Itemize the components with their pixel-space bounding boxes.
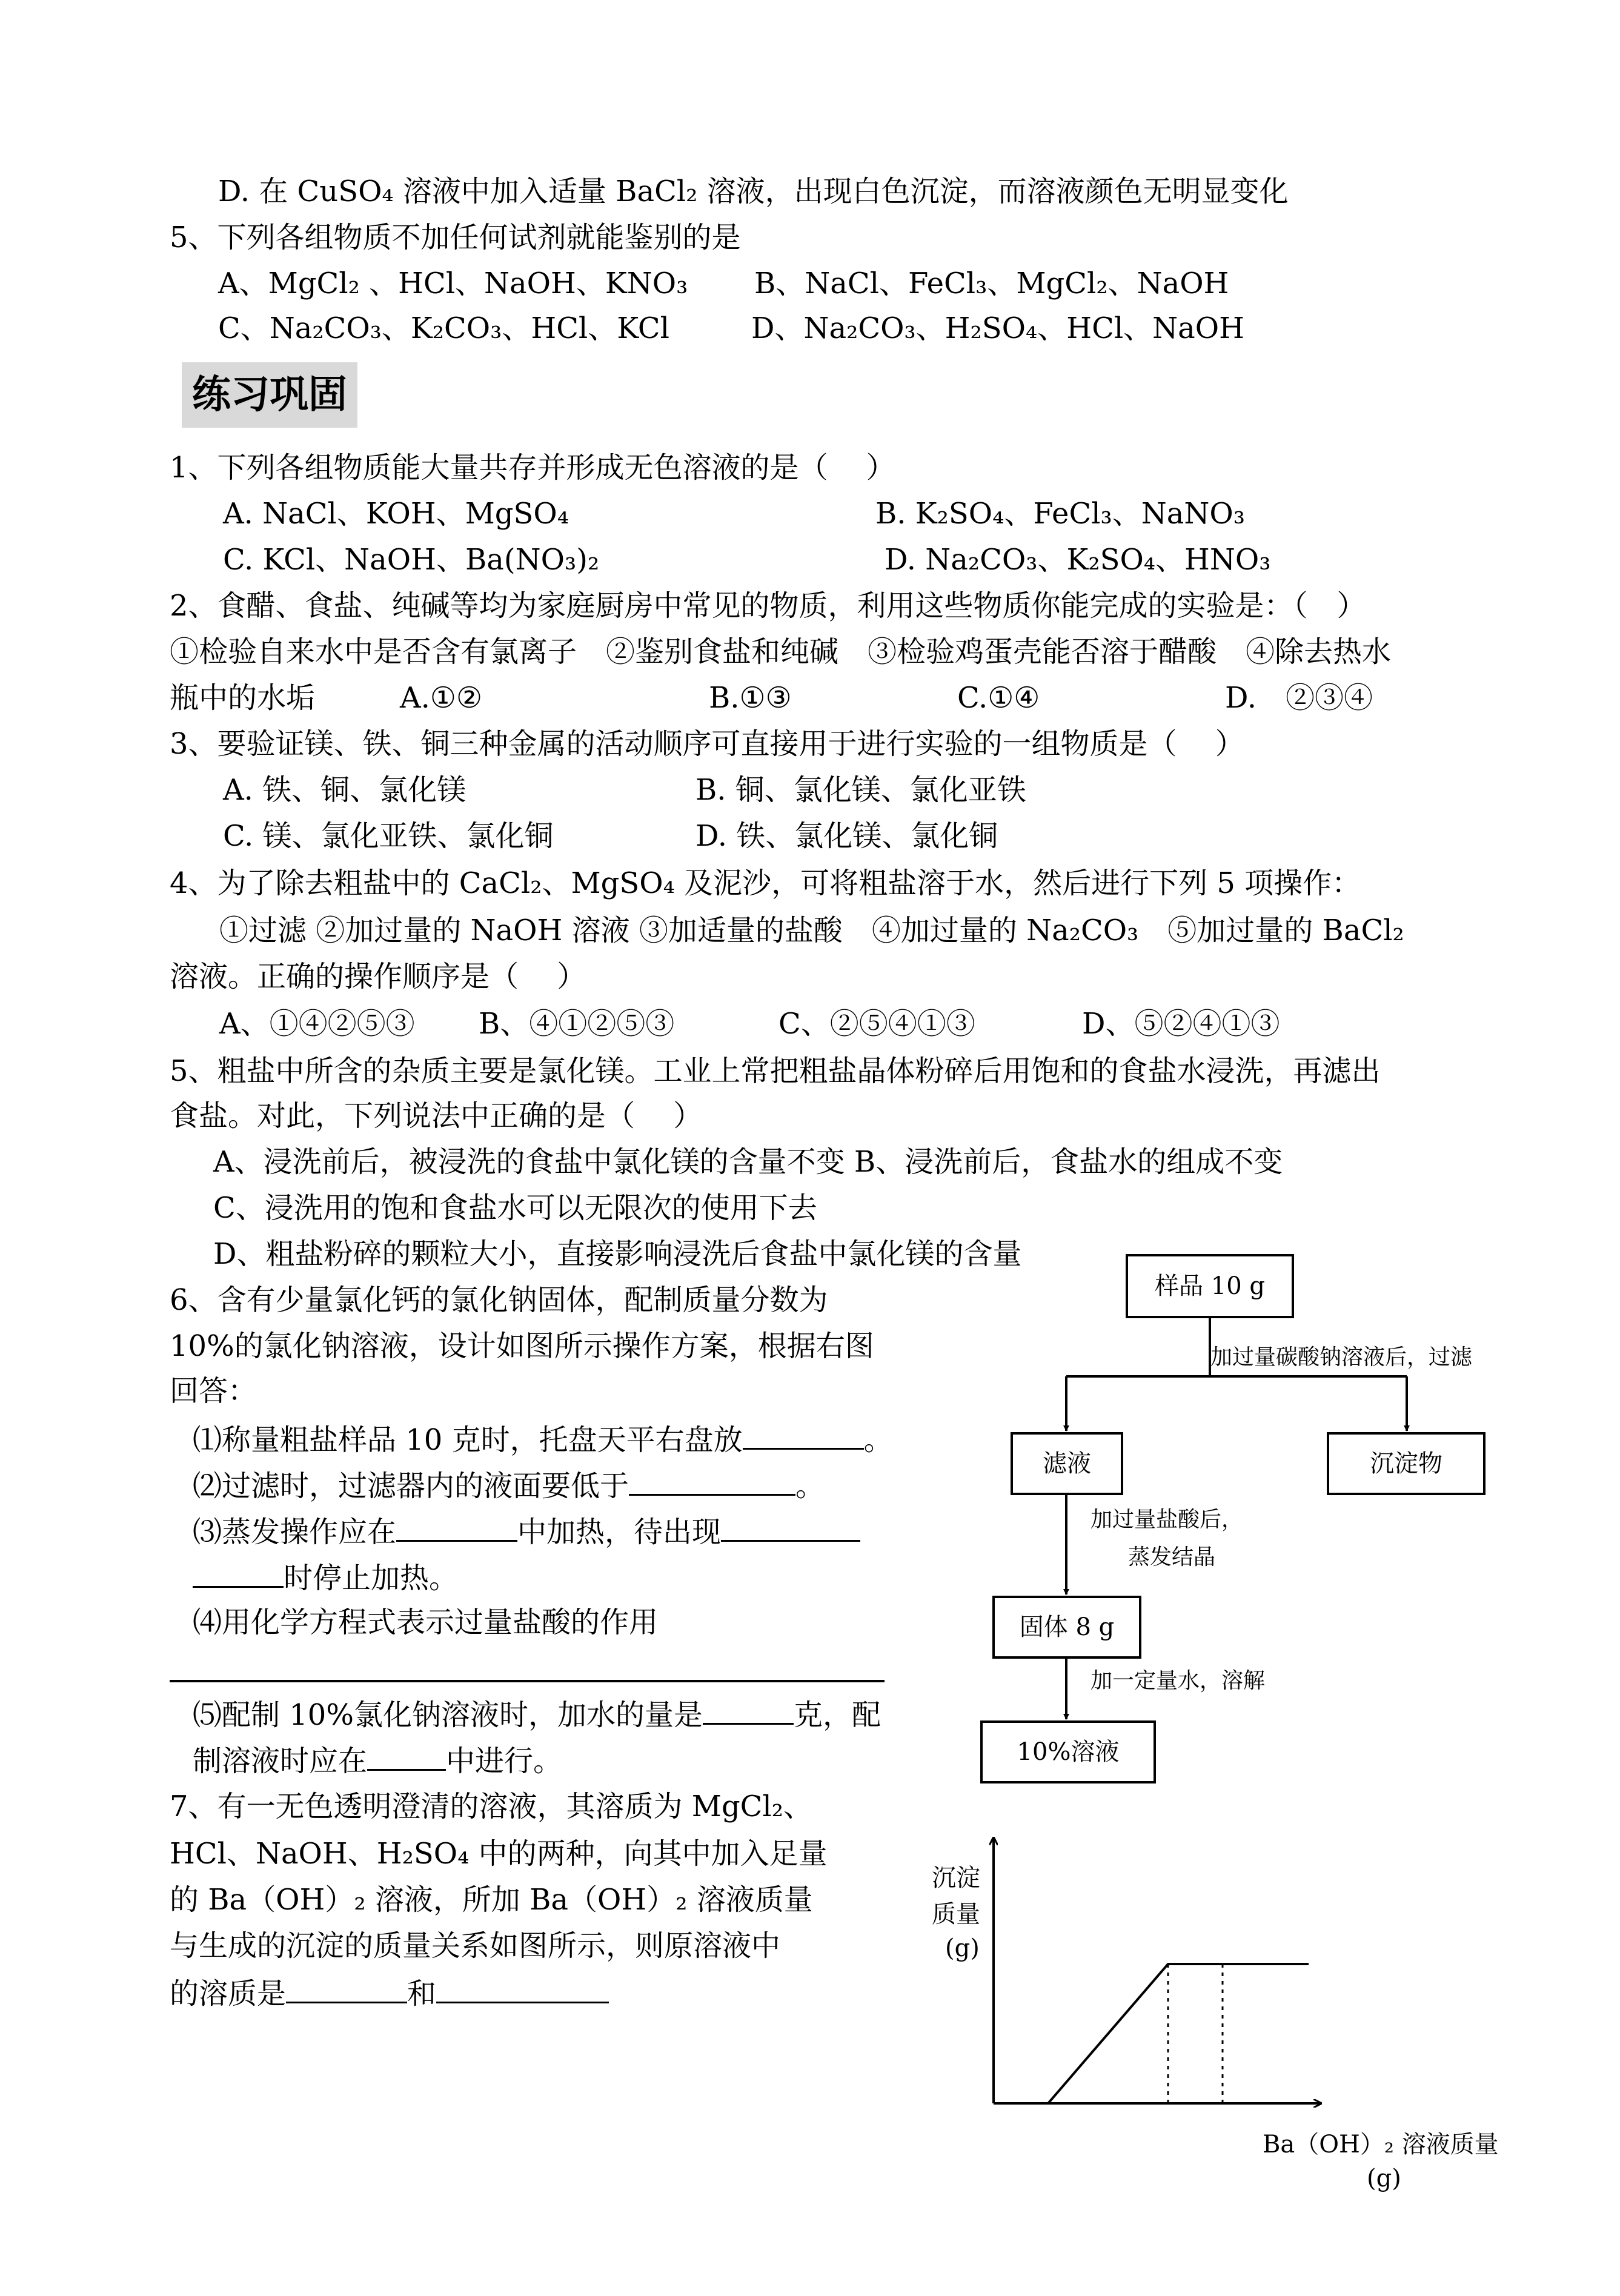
flow-box-precipitate: 沉淀物 [1327,1432,1486,1495]
q6-line1: 6、含有少量氯化钙的氯化钠固体，配制质量分数为 [170,1283,828,1317]
q7-line3: 的 Ba（OH）₂ 溶液，所加 Ba（OH）₂ 溶液质量 [170,1883,813,1917]
q2-option-c: C.①④ [957,681,1040,715]
q2-line3: 瓶中的水垢 [170,681,316,715]
q7-line4: 与生成的沉淀的质量关系如图所示，则原溶液中 [170,1929,781,1963]
q6-part6: 制溶液时应在 中进行。 [193,1741,562,1779]
flow-step2-label-line2: 蒸发结晶 [1128,1545,1216,1570]
graph-xlabel: Ba（OH）₂ 溶液质量 [1263,2131,1499,2158]
q2-line2: ①检验自来水中是否含有氯离子 ②鉴别食盐和纯碱 ③检验鸡蛋壳能否溶于醋酸 ④除去热水 [170,635,1392,669]
q3-stem: 3、要验证镁、铁、铜三种金属的活动顺序可直接用于进行实验的一组物质是（ ） [170,727,1244,761]
q4-option-b: B、④①②⑤③ [479,1007,675,1041]
q3-option-b: B. 铜、氯化镁、氯化亚铁 [695,773,1026,807]
q6-line2: 10%的氯化钠溶液，设计如图所示操作方案，根据右图 [170,1329,874,1363]
flow-box-solid: 固体 8 g [992,1596,1141,1659]
q5-stem: 5、粗盐中所含的杂质主要是氯化镁。工业上常把粗盐晶体粉碎后用饱和的食盐水浸洗，再滤出 [170,1054,1381,1088]
section-title: 练习巩固 [182,362,357,428]
q6-part3-cont: 时停止加热。 [193,1558,458,1596]
flow-step2-label-line1: 加过量盐酸后， [1091,1507,1244,1532]
flow-step3-label: 加一定量水，溶解 [1091,1668,1266,1693]
q6-part2: ⑵过滤时，过滤器内的液面要低于 。 [193,1466,825,1504]
graph-curve [1048,1964,1309,2103]
q4-option-d: D、⑤②④①③ [1082,1007,1280,1041]
graph-ylabel-line3: (g) [945,1934,980,1962]
q2-option-b: B.①③ [709,681,792,715]
q6-part5: ⑸配制 10%氯化钠溶液时，加水的量是 克，配 [193,1695,881,1733]
q1-stem: 1、下列各组物质能大量共存并形成无色溶液的是（ ） [170,451,895,485]
graph-xunit: (g) [1367,2165,1401,2192]
q3-option-a: A. 铁、铜、氯化镁 [223,773,466,807]
q7-line1: 7、有一无色透明澄清的溶液，其溶质为 MgCl₂、 [170,1790,812,1823]
q4-option-a: A、①④②⑤③ [219,1007,415,1041]
q1-option-d: D. Na₂CO₃、K₂SO₄、HNO₃ [885,543,1271,577]
q1-option-a: A. NaCl、KOH、MgSO₄ [223,497,569,531]
q3-option-d: D. 铁、氯化镁、氯化铜 [695,819,998,853]
prev-q5-b: B、NaCl、FeCl₃、MgCl₂、NaOH [754,267,1229,300]
q6-part4: ⑷用化学方程式表示过量盐酸的作用 [193,1605,659,1639]
q4-stem: 4、为了除去粗盐中的 CaCl₂、MgSO₄ 及泥沙，可将粗盐溶于水，然后进行下列 5 项操作： [170,866,1361,900]
q2-stem: 2、食醋、食盐、纯碱等均为家庭厨房中常见的物质，利用这些物质你能完成的实验是：（ ） [170,589,1366,623]
prev-q5-d: D、Na₂CO₃、H₂SO₄、HCl、NaOH [751,311,1245,345]
q5-line2: 食盐。对此，下列说法中正确的是（ ） [170,1099,703,1133]
q6-part3: ⑶蒸发操作应在 中加热，待出现 [193,1512,860,1550]
prev-d-option: D. 在 CuSO₄ 溶液中加入适量 BaCl₂ 溶液，出现白色沉淀，而溶液颜色无明显变化 [218,174,1289,208]
q5-option-c: C、浸洗用的饱和食盐水可以无限次的使用下去 [213,1191,817,1225]
flow-box-filtrate: 滤液 [1011,1432,1123,1495]
q2-option-a: A.①② [400,681,482,715]
q4-ops: ①过滤 ②加过量的 NaOH 溶液 ③加适量的盐酸 ④加过量的 Na₂CO₃ ⑤加过量的 BaCl₂ [219,914,1404,947]
q3-option-c: C. 镁、氯化亚铁、氯化铜 [223,819,554,853]
flow-step1-label: 加过量碳酸钠溶液后，过滤 [1210,1345,1473,1370]
graph-ylabel-line2: 质量 [932,1900,980,1928]
graph-ylabel-line1: 沉淀 [932,1864,980,1892]
prev-q5-c: C、Na₂CO₃、K₂CO₃、HCl、KCl [218,311,669,345]
q5-option-ab: A、浸洗前后，被浸洗的食盐中氯化镁的含量不变 B、浸洗前后，食盐水的组成不变 [213,1145,1283,1179]
q7-line2: HCl、NaOH、H₂SO₄ 中的两种，向其中加入足量 [170,1837,828,1871]
q4-tail: 溶液。正确的操作顺序是（ ） [170,960,586,994]
flow-box-solution: 10%溶液 [980,1720,1156,1783]
q6-line3: 回答： [170,1374,257,1408]
q7-line5: 的溶质是 和 [170,1974,609,2012]
prev-q5-a: A、MgCl₂ 、HCl、NaOH、KNO₃ [218,267,688,300]
flow-box-sample: 样品 10 g [1126,1254,1294,1318]
q1-option-b: B. K₂SO₄、FeCl₃、NaNO₃ [875,497,1245,531]
prev-q5-stem: 5、下列各组物质不加任何试剂就能鉴别的是 [170,221,741,254]
q2-option-d: D. ②③④ [1225,681,1373,715]
q5-option-d: D、粗盐粉碎的颗粒大小，直接影响浸洗后食盐中氯化镁的含量 [213,1237,1022,1271]
q6-part1: ⑴称量粗盐样品 10 克时，托盘天平右盘放 。 [193,1420,893,1458]
q4-option-c: C、②⑤④①③ [778,1007,975,1041]
q1-option-c: C. KCl、NaOH、Ba(NO₃)₂ [223,543,600,577]
